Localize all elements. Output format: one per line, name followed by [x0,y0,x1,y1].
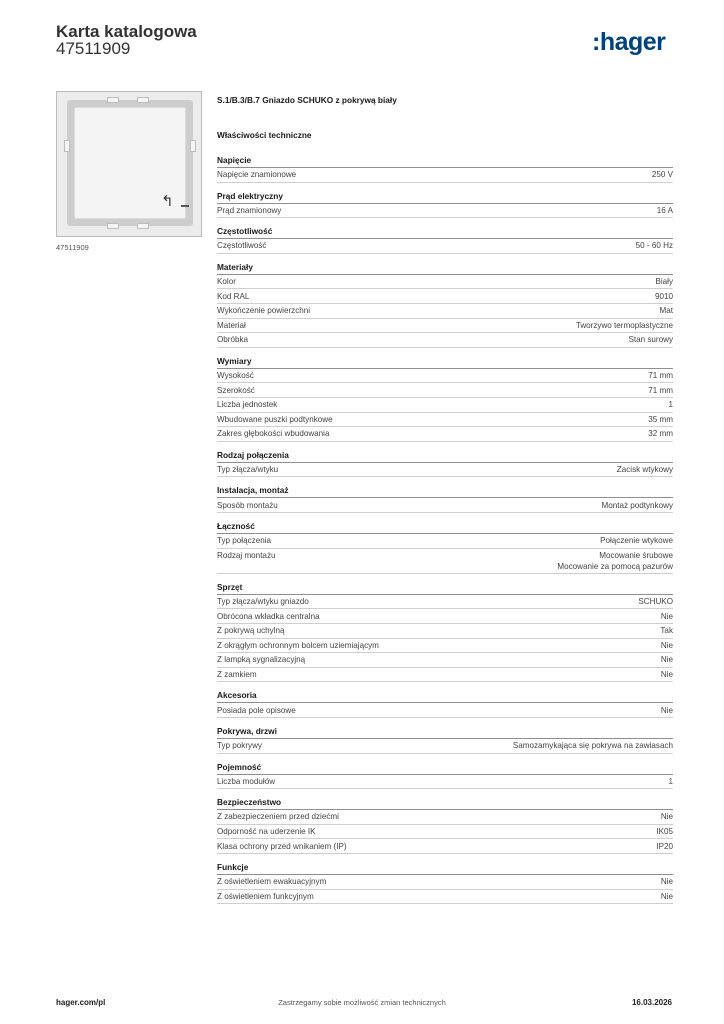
spec-value-line: 9010 [654,291,673,301]
spec-section [217,726,673,754]
spec-section [217,191,673,219]
spec-label: Posiada pole opisowe [217,705,296,715]
spec-value [668,776,673,788]
spec-value [661,891,673,903]
spec-value-line: Tak [660,626,673,636]
spec-row [217,653,673,668]
spec-value-line: 71 mm [648,385,673,395]
spec-label: Szerokość [217,385,255,395]
spec-row [217,239,673,254]
spec-value [656,826,673,838]
section-title: Akcesoria [217,690,673,703]
spec-row [217,875,673,890]
spec-label: Prąd znamionowy [217,205,282,215]
spec-label: Zakres głębokości wbudowania [217,429,330,439]
section-title: Bezpieczeństwo [217,797,673,810]
spec-row [217,498,673,513]
spec-value [660,305,674,317]
spec-value [648,414,673,426]
section-title: Sprzęt [217,582,673,595]
spec-value [648,428,673,440]
spec-section [217,262,673,348]
spec-label: Typ złącza/wtyku [217,464,279,474]
footer-date: 16.03.2026 [631,998,672,1007]
spec-content [217,95,673,912]
section-title: Rodzaj połączenia [217,450,673,463]
hager-logo[interactable]: :hager [592,28,666,56]
spec-label: Kolor [217,276,236,286]
spec-label: Typ pokrywy [217,741,262,751]
spec-value-line: SCHUKO [638,597,673,607]
spec-value-line: Mat [659,306,673,316]
spec-value [660,625,673,637]
image-caption: 47511909 [56,243,89,252]
spec-value [652,169,673,181]
spec-row [217,304,673,319]
footer-disclaimer: Zastrzegamy sobie możliwość zmian technicznych [278,998,446,1007]
spec-section [217,155,673,183]
spec-row [217,890,673,905]
spec-value [557,550,673,573]
spec-row [217,383,673,398]
spec-value [638,596,673,608]
spec-label: Z zamkiem [217,670,257,680]
spec-value [655,291,673,303]
spec-label: Wbudowane puszki podtynkowe [217,414,333,424]
spec-label: Typ złącza/wtyku gniazdo [217,597,309,607]
doc-title: Karta katalogowa [56,22,197,41]
spec-label: Rodzaj montażu [217,550,276,560]
doc-number: 47511909 [56,39,131,58]
spec-row [217,668,673,683]
section-title: Materiały [217,262,673,275]
spec-value-line: IP20 [656,841,673,851]
section-title: Prąd elektryczny [217,191,673,204]
spec-label: Z oświetleniem ewakuacyjnym [217,877,327,887]
spec-row [217,204,673,219]
spec-row [217,275,673,290]
spec-value [648,385,673,397]
spec-value [576,320,673,332]
spec-label: Napięcie znamionowe [217,170,297,180]
spec-row [217,427,673,442]
mount-clip-bottom-2 [137,223,149,229]
spec-label: Obrócona wkładka centralna [217,611,320,621]
spec-value [668,399,673,411]
mount-clip-left [64,140,70,152]
spec-row [217,549,673,574]
spec-row [217,289,673,304]
section-title: Instalacja, montaż [217,485,673,498]
spec-value-line: Nie [660,705,673,715]
section-title: Funkcje [217,862,673,875]
product-image [56,91,202,237]
spec-value [617,464,673,476]
spec-value-line: Nie [660,640,673,650]
spec-label: Liczba jednostek [217,400,278,410]
spec-value [661,705,673,717]
spec-row [217,839,673,854]
spec-label: Materiał [217,320,246,330]
spec-value-line: Nie [660,670,673,680]
spec-value [513,740,673,752]
spec-value-line: Nie [660,655,673,665]
spec-value-line: 71 mm [648,370,673,380]
spec-value-line: Samozamykająca się pokrywa na zawiasach [512,741,673,751]
spec-row [217,319,673,334]
spec-value [600,535,673,547]
spec-value [661,611,673,623]
spec-value [661,669,673,681]
spec-label: Wysokość [217,370,254,380]
spec-value-line: 250 V [651,170,673,180]
spec-row [217,825,673,840]
spec-label: Liczba modułów [217,776,276,786]
section-title: Częstotliwość [217,226,673,239]
spec-value [661,876,673,888]
spec-row [217,775,673,790]
spec-value-line: Tworzywo termoplastyczne [575,320,673,330]
spec-value-line: Montaż podtynkowy [601,500,673,510]
spec-row [217,168,673,183]
spec-section [217,762,673,790]
spec-row [217,739,673,754]
spec-value [656,841,673,853]
spec-section [217,485,673,513]
mount-clip-bottom [107,223,119,229]
spec-value-line: Mocowanie śrubowe [599,550,673,560]
spec-value-line: Nie [660,611,673,621]
spec-label: Z pokrywą uchylną [217,626,285,636]
mount-clip-right [190,140,196,152]
spec-label: Klasa ochrony przed wnikaniem (IP) [217,841,347,851]
spec-value [661,811,673,823]
spec-value-line: Nie [660,812,673,822]
spec-value [601,500,673,512]
spec-value [655,276,673,288]
spec-row [217,810,673,825]
spec-row [217,413,673,428]
mount-clip-top [107,97,119,103]
spec-row [217,595,673,610]
spec-row [217,369,673,384]
section-title: Pojemność [217,762,673,775]
spec-section [217,226,673,254]
spec-value-line: Stan surowy [628,335,673,345]
spec-value [648,370,673,382]
spec-label: Kod RAL [217,291,250,301]
spec-value-line: 50 - 60 Hz [635,241,673,251]
spec-label: Z lampką sygnalizacyjną [217,655,306,665]
spec-label: Z oświetleniem funkcyjnym [217,891,314,901]
spec-section [217,797,673,854]
section-title: Pokrywa, drzwi [217,726,673,739]
spec-row [217,609,673,624]
section-title: Łączność [217,521,673,534]
spec-value [657,205,673,217]
spec-label: Typ połączenia [217,536,271,546]
cover-notch-icon [181,205,189,207]
spec-label: Z zabezpieczeniem przed dziećmi [217,812,339,822]
spec-value-line: 1 [668,776,673,786]
spec-row [217,534,673,549]
spec-value-line: Nie [660,877,673,887]
spec-value [661,640,673,652]
spec-section [217,690,673,718]
spec-row [217,398,673,413]
spec-label: Obróbka [217,335,249,345]
spec-row [217,703,673,718]
spec-value [628,334,673,346]
spec-value-line: 16 A [656,205,673,215]
spec-value-line: Nie [660,891,673,901]
spec-value-line: 32 mm [648,429,673,439]
spec-section [217,582,673,683]
section-title: Wymiary [217,356,673,369]
spec-value-line: Biały [655,276,673,286]
spec-label: Sposób montażu [217,500,278,510]
spec-section [217,356,673,442]
product-name: S.1/B.3/B.7 Gniazdo SCHUKO z pokrywą biały [217,95,397,105]
spec-value [661,654,673,666]
spec-row [217,333,673,348]
mount-clip-top-2 [137,97,149,103]
spec-row [217,463,673,478]
spec-value [636,240,673,252]
spec-value-line: Połączenie wtykowe [600,536,673,546]
spec-sections [217,155,673,904]
tech-heading: Właściwości techniczne [217,130,312,140]
spec-section [217,862,673,904]
spec-value-line: 35 mm [648,414,673,424]
cover-open-arrow-icon: ↰ [161,193,174,210]
section-title: Napięcie [217,155,673,168]
spec-label: Z okrągłym ochronnym bolcem uziemiającym [217,640,379,650]
footer-website[interactable]: hager.com/pl [56,998,106,1007]
spec-label: Częstotliwość [217,241,267,251]
spec-value-line: Zacisk wtykowy [616,464,673,474]
spec-section [217,450,673,478]
spec-value-line: Mocowanie za pomocą pazurów [557,562,673,572]
spec-row [217,639,673,654]
spec-label: Odporność na uderzenie IK [217,827,316,836]
spec-row [217,624,673,639]
spec-label: Wykończenie powierzchni [217,306,311,316]
spec-value-line: 1 [668,400,673,410]
socket-plate [67,100,193,226]
spec-section [217,521,673,574]
spec-value-line: IK05 [656,827,673,836]
